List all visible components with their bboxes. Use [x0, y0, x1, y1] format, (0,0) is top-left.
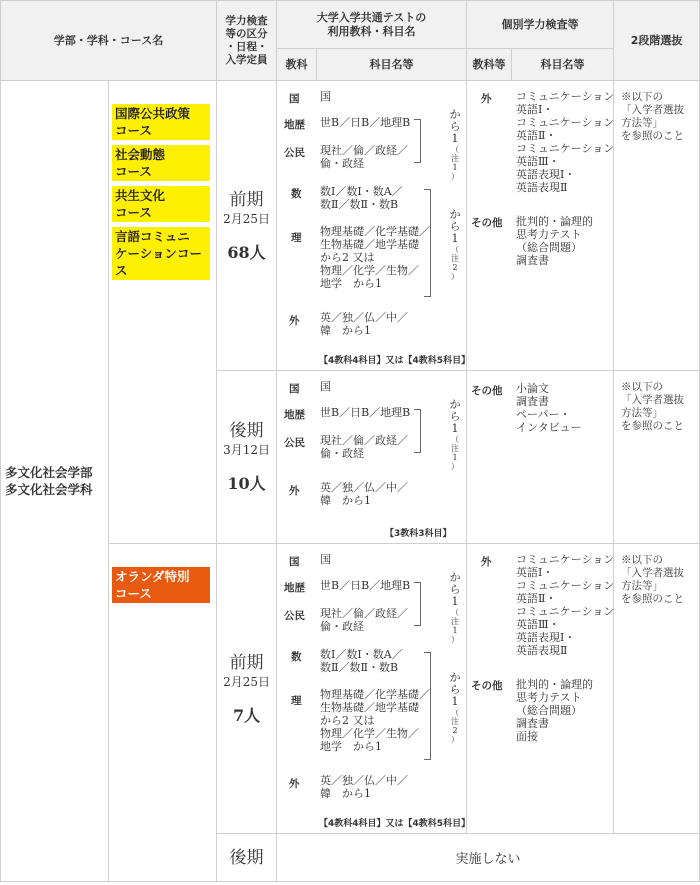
common-subjects-1: 国 国 地歴 世B／日B／地理B 公民 現社／倫／政経／ 倫・政経 か ら 1 （ 注 1 ） 数 数Ⅰ／数Ⅰ・数A／ 数Ⅱ／数Ⅱ・数B 理 物理基礎／化学基礎／ 生物基礎／地学基礎 から2 又は 物理／化学／生物／ 地学 から1 か ら 1 （ 注 2 ） 外 英／独／仏／中／ 韓 から1 【4教科4科目】又は【4教科5科目】 — [277, 81, 467, 371]
schedule-2: 後期 3月12日 10人 — [217, 371, 277, 544]
course-language-communication: 言語コミュニ ケーションコース — [112, 227, 210, 280]
schedule-3: 前期 2月25日 7人 — [217, 544, 277, 834]
header-subject: 教科 — [277, 49, 317, 81]
individual-subjects-1: 外 コミュニケーション 英語Ⅰ・ コミュニケーション 英語Ⅱ・ コミュニケーション 英語Ⅲ・ 英語表現Ⅰ・ 英語表現Ⅱ その他 批判的・論理的 思考力テスト （総合問題） 調査書 — [467, 81, 614, 371]
common-subjects-2: 国 国 地歴 世B／日B／地理B 公民 現社／倫／政経／ 倫・政経 か ら 1 （ 注 1 ） 外 英／独／仏／中／ 韓 から1 【3教科3科目】 — [277, 371, 467, 544]
individual-subjects-3: 外 コミュニケーション 英語Ⅰ・ コミュニケーション 英語Ⅱ・ コミュニケーション 英語Ⅲ・ 英語表現Ⅰ・ 英語表現Ⅱ その他 批判的・論理的 思考力テスト （総合問題） 調査書 面接 — [467, 544, 614, 834]
header-common-test: 大学入学共通テストの 利用教科・科目名 — [277, 1, 467, 49]
two-stage-note-1: ※以下の 「入学者選抜 方法等」 を参照のこと — [614, 81, 700, 371]
course-international-policy: 国際公共政策 コース — [112, 104, 210, 140]
course-orange-cell — [109, 544, 217, 882]
course-netherlands-special: オランダ特別 コース — [112, 567, 210, 603]
header-schedule: 学力検査 等の区分 ・日程・ 入学定員 — [217, 1, 277, 81]
schedule-1: 前期 2月25日 68人 — [217, 81, 277, 371]
faculty-name: 多文化社会学部 多文化社会学科 — [1, 81, 109, 882]
header-two-stage: 2段階選抜 — [614, 1, 700, 81]
header-faculty: 学部・学科・コース名 — [1, 1, 217, 81]
course-list — [109, 81, 217, 544]
course-coexistence-culture: 共生文化 コース — [112, 186, 210, 222]
header-individual: 個別学力検査等 — [467, 1, 614, 49]
not-held: 実施しない — [277, 834, 700, 882]
header-subject-etc: 教科等 — [467, 49, 512, 81]
schedule-4: 後期 — [217, 834, 277, 882]
two-stage-note-3: ※以下の 「入学者選抜 方法等」 を参照のこと — [614, 544, 700, 834]
course-social-dynamics: 社会動態 コース — [112, 145, 210, 181]
header-subject-name-2: 科目名等 — [512, 49, 614, 81]
two-stage-note-2: ※以下の 「入学者選抜 方法等」 を参照のこと — [614, 371, 700, 544]
individual-subjects-2: その他 小論文 調査書 ペーパー・ インタビュー — [467, 371, 614, 544]
header-subject-name: 科目名等 — [317, 49, 467, 81]
common-subjects-3: 国 国 地歴 世B／日B／地理B 公民 現社／倫／政経／ 倫・政経 か ら 1 （ 注 1 ） 数 数Ⅰ／数Ⅰ・数A／ 数Ⅱ／数Ⅱ・数B 理 物理基礎／化学基礎／ 生物基礎／地学基礎 から2 又は 物理／化学／生物／ 地学 から1 か ら 1 （ 注 2 ） 外 英／独／仏／中／ 韓 から1 【4教科4科目】又は【4教科5科目】 — [277, 544, 467, 834]
